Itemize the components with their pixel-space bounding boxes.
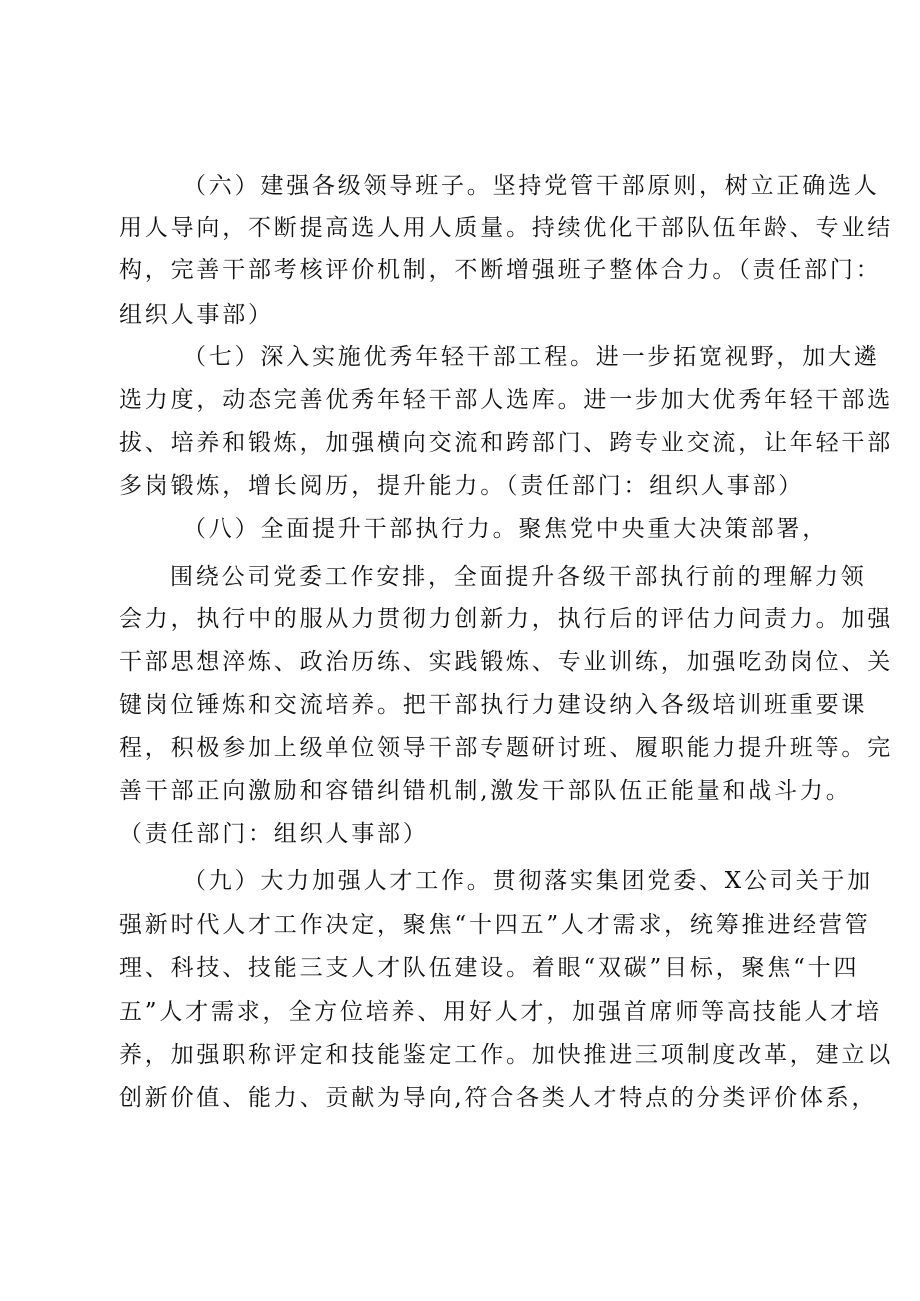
text-line: （七）深入实施优秀年轻干部工程。进一步拓宽视野，加大遴 <box>183 344 880 370</box>
text-line: 选力度，动态完善优秀年轻干部人选库。进一步加大优秀年轻干部选 <box>119 387 893 413</box>
text-line: （责任部门：组织人事部） <box>119 821 429 847</box>
text-line: （八）全面提升干部执行力。聚焦党中央重大决策部署， <box>183 516 828 542</box>
text-line: 干部思想淬炼、政治历练、实践锻炼、专业训练，加强吃劲岗位、关 <box>119 649 893 675</box>
text-line: 多岗锻炼，增长阅历，提升能力。（责任部门：组织人事部） <box>119 473 805 499</box>
text-line: 善干部正向激励和容错纠错机制,激发干部队伍正能量和战斗力。 <box>119 778 852 804</box>
text-line: 键岗位锤炼和交流培养。把干部执行力建设纳入各级培训班重要课 <box>119 692 868 718</box>
text-line: 强新时代人才工作决定，聚焦“十四五”人才需求，统筹推进经营管 <box>119 912 871 938</box>
text-line: 拔、培养和锻炼，加强横向交流和跨部门、跨专业交流，让年轻干部 <box>119 430 893 456</box>
text-line: 程，积极参加上级单位领导干部专题研讨班、履职能力提升班等。完 <box>119 735 893 761</box>
text-line: 组织人事部） <box>119 302 274 328</box>
text-line: 会力，执行中的服从力贯彻力创新力，执行后的评估力问责力。加强 <box>119 606 893 632</box>
text-line: 养，加强职称评定和技能鉴定工作。加快推进三项制度改革，建立以 <box>119 1042 893 1068</box>
text-line: 理、科技、技能三支人才队伍建设。着眼“双碳”目标，聚焦“十四 <box>119 955 860 981</box>
text-line: 围绕公司党委工作安排，全面提升各级干部执行前的理解力领 <box>170 564 867 590</box>
text-line: 创新价值、能力、贡献为导向,符合各类人才特点的分类评价体系， <box>119 1085 878 1111</box>
text-line: 用人导向，不断提高选人用人质量。持续优化干部队伍年龄、专业结 <box>119 215 893 241</box>
text-line: 五”人才需求，全方位培养、用好人才，加强首席师等高技能人才培 <box>119 999 882 1025</box>
text-line: （六）建强各级领导班子。坚持党管干部原则，树立正确选人 <box>183 173 880 199</box>
text-line: （九）大力加强人才工作。贯彻落实集团党委、X公司关于加 <box>183 868 873 894</box>
text-line: 构，完善干部考核评价机制，不断增强班子整体合力。（责任部门： <box>119 257 882 283</box>
